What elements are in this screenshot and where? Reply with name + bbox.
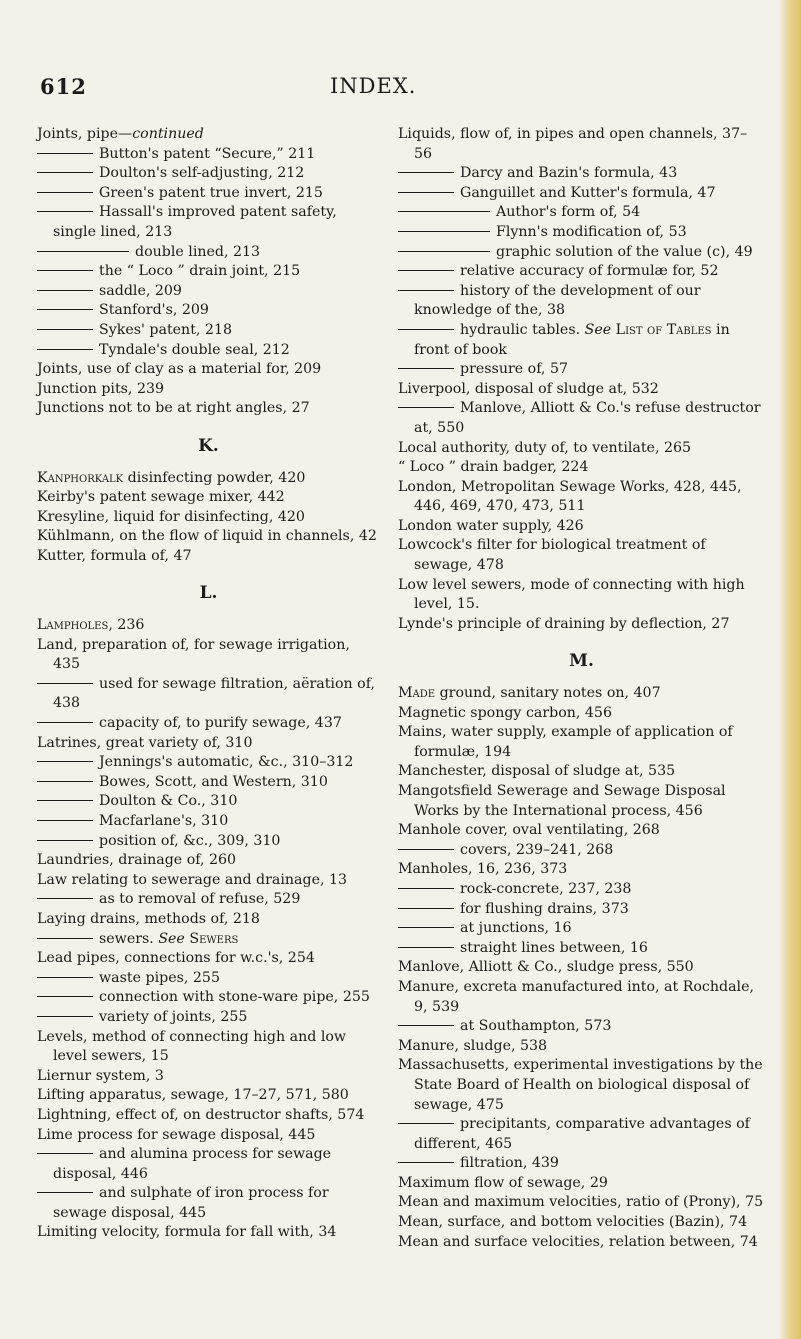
entry-text: at Southampton, 573 — [460, 1018, 612, 1035]
index-entry — [398, 1115, 765, 1154]
entry-text: and sulphate of iron process for sewage disposal, 445 — [53, 1185, 329, 1221]
entry-text: , 236 — [108, 617, 145, 634]
entry-headword: Lampholes — [37, 617, 109, 634]
index-entry — [37, 969, 380, 989]
subentry-dash — [398, 888, 454, 889]
index-column-left — [37, 125, 380, 1243]
index-entry — [37, 125, 380, 145]
index-entry — [398, 841, 765, 861]
entry-text: Tyndale's double seal, 212 — [99, 341, 290, 358]
index-entry — [398, 1193, 765, 1213]
index-entry — [398, 762, 765, 782]
entry-text: Manhole cover, oval ventilating, 268 — [398, 822, 660, 839]
index-entry — [398, 203, 765, 223]
entry-text: Junction pits, 239 — [37, 380, 165, 397]
index-entry — [398, 536, 765, 575]
entry-text: Lightning, effect of, on destructor shafts, 574 — [37, 1106, 365, 1123]
entry-text: London, Metropolitan Sewage Works, 428, 445, 446, 469, 470, 473, 511 — [398, 478, 742, 515]
subentry-dash — [37, 996, 93, 997]
entry-text: saddle, 209 — [99, 282, 182, 299]
section-letter: M. — [569, 651, 594, 672]
entry-text: Lynde's principle of draining by deflection, 27 — [398, 615, 730, 632]
entry-text: Manlove, Alliott & Co., sludge press, 550 — [398, 959, 694, 976]
index-entry — [398, 576, 765, 615]
entry-text: Laundries, drainage of, 260 — [37, 852, 237, 869]
index-entry — [37, 1145, 380, 1184]
index-entry — [37, 812, 380, 832]
index-entry — [398, 978, 765, 1017]
entry-text: Junctions not to be at right angles, 27 — [37, 400, 310, 417]
entry-text: for flushing drains, 373 — [460, 900, 629, 917]
entry-text: disinfecting powder, 420 — [123, 469, 306, 486]
index-entry — [37, 773, 380, 793]
index-entry — [37, 164, 380, 184]
entry-text: Mean and maximum velocities, ratio of (Prony), 75 — [398, 1194, 764, 1211]
subentry-dash — [37, 309, 93, 310]
subentry-dash — [398, 1123, 454, 1124]
see-reference: See — [584, 321, 612, 338]
index-entry — [37, 1223, 380, 1243]
entry-text: Liernur system, 3 — [37, 1067, 164, 1084]
index-entry — [398, 704, 765, 724]
index-entry — [37, 792, 380, 812]
entry-text: Jennings's automatic, &c., 310–312 — [99, 754, 354, 771]
subentry-dash — [37, 153, 93, 154]
entry-text: hydraulic tables. — [460, 321, 585, 338]
subentry-dash — [37, 270, 93, 271]
index-entry — [37, 184, 380, 204]
index-entry — [398, 478, 765, 517]
entry-text: Stanford's, 209 — [99, 302, 209, 319]
entry-text: Manure, excreta manufactured into, at Rochdale, 9, 539 — [398, 978, 754, 1015]
index-entry — [37, 890, 380, 910]
index-entry — [37, 734, 380, 754]
entry-text: waste pipes, 255 — [99, 969, 220, 986]
index-entry — [37, 243, 380, 263]
entry-text: used for sewage filtration, aëration of, 438 — [53, 675, 375, 712]
index-entry — [37, 851, 380, 871]
entry-text: Joints, use of clay as a material for, 209 — [37, 361, 322, 378]
entry-text: Joints, pipe— — [37, 126, 133, 142]
index-entry — [37, 988, 380, 1008]
section-letter: L. — [199, 583, 218, 604]
entry-text: Manchester, disposal of sludge at, 535 — [398, 763, 676, 780]
entry-text: sewers. — [99, 930, 159, 947]
subentry-dash — [398, 172, 454, 173]
index-entry — [398, 900, 765, 920]
index-entry — [37, 341, 380, 361]
entry-text: Doulton's self-adjusting, 212 — [99, 165, 305, 182]
subentry-dash — [37, 211, 93, 212]
index-entry — [398, 1017, 765, 1037]
entry-text: Latrines, great variety of, 310 — [37, 734, 253, 751]
subentry-dash — [37, 722, 93, 723]
index-entry — [37, 527, 380, 547]
index-entry — [37, 1008, 380, 1028]
entry-text: ground, sanitary notes on, 407 — [435, 685, 661, 702]
subentry-dash — [398, 927, 454, 928]
index-entry — [398, 164, 765, 184]
see-target: Sewers — [189, 930, 239, 947]
index-entry — [398, 125, 765, 164]
entry-text: double lined, 213 — [135, 243, 261, 260]
index-entry — [398, 821, 765, 841]
subentry-dash — [398, 270, 454, 271]
entry-continued: continued — [132, 126, 204, 142]
entry-text: Maximum flow of sewage, 29 — [398, 1174, 608, 1191]
subentry-dash — [37, 192, 93, 193]
entry-text: Liquids, flow of, in pipes and open channels, 37–56 — [398, 126, 748, 162]
see-target: List of Tables — [615, 321, 712, 338]
index-entry — [398, 1154, 765, 1174]
entry-text: rock-concrete, 237, 238 — [460, 880, 632, 897]
entry-text: Levels, method of connecting high and low level sewers, 15 — [37, 1028, 347, 1065]
entry-text: Lead pipes, connections for w.c.'s, 254 — [37, 950, 315, 967]
index-entry — [37, 1086, 380, 1106]
entry-text: history of the development of our knowledge of the, 38 — [414, 282, 701, 319]
entry-text: Author's form of, 54 — [496, 204, 641, 221]
index-entry — [398, 223, 765, 243]
entry-text: Ganguillet and Kutter's formula, 47 — [460, 184, 716, 201]
index-entry — [37, 145, 380, 165]
index-entry — [398, 1213, 765, 1233]
index-entry — [398, 517, 765, 537]
index-entry — [398, 615, 765, 635]
subentry-dash — [398, 192, 454, 193]
index-entry — [37, 949, 380, 969]
entry-text: “ Loco ” drain badger, 224 — [398, 459, 589, 476]
index-entry — [398, 684, 765, 704]
index-entry — [37, 1106, 380, 1126]
entry-text: Liverpool, disposal of sludge at, 532 — [398, 380, 659, 397]
entry-text: at junctions, 16 — [460, 920, 572, 937]
entry-text: Mean and surface velocities, relation between, 74 — [398, 1233, 758, 1250]
entry-text: Button's patent “Secure,” 211 — [99, 145, 316, 162]
entry-text: connection with stone-ware pipe, 255 — [99, 989, 370, 1006]
index-entry — [37, 930, 380, 950]
entry-text: Mangotsfield Sewerage and Sewage Disposal Works by the International process, 456 — [398, 783, 726, 819]
entry-text: precipitants, comparative advantages of different, 465 — [414, 1116, 750, 1152]
subentry-dash — [398, 231, 490, 232]
index-entry — [398, 1037, 765, 1057]
entry-text: London water supply, 426 — [398, 517, 584, 534]
index-entry — [398, 184, 765, 204]
entry-text: Mains, water supply, example of application of formulæ, 194 — [398, 724, 733, 760]
subentry-dash — [398, 849, 454, 850]
entry-text: Macfarlane's, 310 — [99, 813, 229, 829]
index-entry — [37, 753, 380, 773]
page-header — [0, 70, 801, 100]
index-entry — [37, 282, 380, 302]
index-entry — [398, 399, 765, 438]
index-entry — [398, 282, 765, 321]
page-edge-gilt — [779, 0, 801, 1339]
index-entry — [37, 488, 380, 508]
entry-text: Magnetic spongy carbon, 456 — [398, 704, 612, 721]
index-entry — [398, 1233, 765, 1253]
index-entry — [37, 508, 380, 528]
entry-text: position of, &c., 309, 310 — [99, 832, 281, 849]
entry-text: Local authority, duty of, to ventilate, 265 — [398, 439, 692, 456]
page-title: INDEX. — [330, 74, 417, 98]
index-entry — [37, 321, 380, 341]
subentry-dash — [398, 290, 454, 291]
entry-tail: in front of book — [414, 321, 730, 358]
entry-text: Darcy and Bazin's formula, 43 — [460, 165, 678, 182]
entry-text: Lime process for sewage disposal, 445 — [37, 1126, 316, 1143]
index-entry — [398, 1174, 765, 1194]
entry-text: Law relating to sewerage and drainage, 13 — [37, 871, 348, 888]
subentry-dash — [37, 1016, 93, 1017]
entry-headword: Made — [398, 685, 436, 702]
subentry-dash — [398, 1162, 454, 1163]
entry-headword: Kanphorkalk — [37, 469, 124, 486]
entry-text: filtration, 439 — [460, 1155, 559, 1172]
subentry-dash — [37, 251, 129, 252]
subentry-dash — [37, 840, 93, 841]
entry-text: Lifting apparatus, sewage, 17–27, 571, 580 — [37, 1087, 349, 1104]
subentry-dash — [398, 368, 454, 369]
subentry-dash — [37, 683, 93, 684]
index-entry — [37, 910, 380, 930]
entry-text: the “ Loco ” drain joint, 215 — [99, 263, 301, 280]
entry-text: Laying drains, methods of, 218 — [37, 910, 260, 927]
entry-text: Green's patent true invert, 215 — [99, 184, 323, 201]
index-entry — [37, 360, 380, 380]
entry-text: covers, 239–241, 268 — [460, 841, 614, 858]
subentry-dash — [37, 349, 93, 350]
index-entry — [37, 1126, 380, 1146]
index-entry — [37, 871, 380, 891]
subentry-dash — [37, 781, 93, 782]
index-entry — [37, 203, 380, 242]
entry-text: as to removal of refuse, 529 — [99, 891, 301, 908]
entry-text: Kresyline, liquid for disinfecting, 420 — [37, 508, 305, 525]
index-entry — [37, 1184, 380, 1223]
entry-text: Manholes, 16, 236, 373 — [398, 861, 568, 878]
index-entry — [398, 243, 765, 263]
index-entry — [37, 636, 380, 675]
index-entry — [398, 360, 765, 380]
index-entry — [398, 880, 765, 900]
see-reference: See — [158, 930, 185, 947]
index-entry — [398, 723, 765, 762]
index-entry — [37, 262, 380, 282]
entry-text: Manlove, Alliott & Co.'s refuse destructor at, 550 — [414, 400, 761, 436]
subentry-dash — [37, 761, 93, 762]
index-entry — [37, 380, 380, 400]
subentry-dash — [398, 407, 454, 408]
index-entry — [398, 939, 765, 959]
subentry-dash — [37, 1192, 93, 1193]
index-entry — [398, 860, 765, 880]
index-entry — [37, 547, 380, 567]
index-entry — [398, 782, 765, 821]
index-column-right — [398, 125, 765, 1252]
entry-text: Kutter, formula of, 47 — [37, 547, 192, 564]
entry-text: Flynn's modification of, 53 — [496, 223, 687, 240]
subentry-dash — [398, 251, 490, 252]
subentry-dash — [398, 329, 454, 330]
entry-text: Mean, surface, and bottom velocities (Bazin), 74 — [398, 1214, 748, 1231]
entry-text: Land, preparation of, for sewage irrigation, 435 — [37, 636, 350, 673]
subentry-dash — [37, 820, 93, 821]
index-entry — [37, 469, 380, 489]
index-entry — [37, 714, 380, 734]
index-entry — [398, 380, 765, 400]
entry-text: pressure of, 57 — [460, 361, 569, 378]
index-entry — [398, 439, 765, 459]
index-entry — [37, 1067, 380, 1087]
entry-text: Sykes' patent, 218 — [99, 321, 232, 338]
entry-text: Massachusetts, experimental investigations by the State Board of Health on biological disposal of sewage, 475 — [398, 1057, 763, 1113]
subentry-dash — [37, 977, 93, 978]
subentry-dash — [398, 1025, 454, 1026]
entry-text: Keirby's patent sewage mixer, 442 — [37, 489, 285, 506]
index-entry — [37, 675, 380, 714]
entry-text: Low level sewers, mode of connecting with high level, 15. — [398, 576, 745, 613]
entry-text: and alumina process for sewage disposal, 446 — [53, 1146, 332, 1182]
index-entry — [37, 616, 380, 636]
index-entry — [398, 321, 765, 360]
index-entry — [398, 958, 765, 978]
entry-text: Manure, sludge, 538 — [398, 1037, 548, 1054]
subentry-dash — [37, 172, 93, 173]
entry-text: Doulton & Co., 310 — [99, 793, 238, 810]
section-letter: K. — [198, 435, 219, 456]
subentry-dash — [37, 898, 93, 899]
subentry-dash — [37, 290, 93, 291]
entry-text: Limiting velocity, formula for fall with, 34 — [37, 1224, 337, 1241]
entry-text: variety of joints, 255 — [99, 1008, 248, 1025]
index-entry — [398, 919, 765, 939]
index-entry — [37, 1028, 380, 1067]
index-entry — [37, 832, 380, 852]
index-entry — [398, 1056, 765, 1115]
subentry-dash — [37, 329, 93, 330]
subentry-dash — [398, 908, 454, 909]
entry-text: capacity of, to purify sewage, 437 — [99, 715, 342, 732]
entry-text: straight lines between, 16 — [460, 939, 648, 956]
subentry-dash — [37, 938, 93, 939]
entry-text: Kühlmann, on the flow of liquid in channels, 42 — [37, 528, 377, 545]
entry-text: relative accuracy of formulæ for, 52 — [460, 263, 719, 280]
index-entry — [398, 262, 765, 282]
index-entry — [398, 458, 765, 478]
entry-text: graphic solution of the value (c), 49 — [496, 243, 753, 260]
subentry-dash — [398, 947, 454, 948]
index-entry — [37, 301, 380, 321]
page-number: 612 — [40, 74, 87, 99]
subentry-dash — [398, 211, 490, 212]
entry-text: Hassall's improved patent safety, single lined, 213 — [53, 204, 337, 240]
subentry-dash — [37, 800, 93, 801]
index-entry — [37, 399, 380, 419]
subentry-dash — [37, 1153, 93, 1154]
entry-text: Lowcock's filter for biological treatment of sewage, 478 — [398, 537, 706, 574]
entry-text: Bowes, Scott, and Western, 310 — [99, 773, 328, 790]
